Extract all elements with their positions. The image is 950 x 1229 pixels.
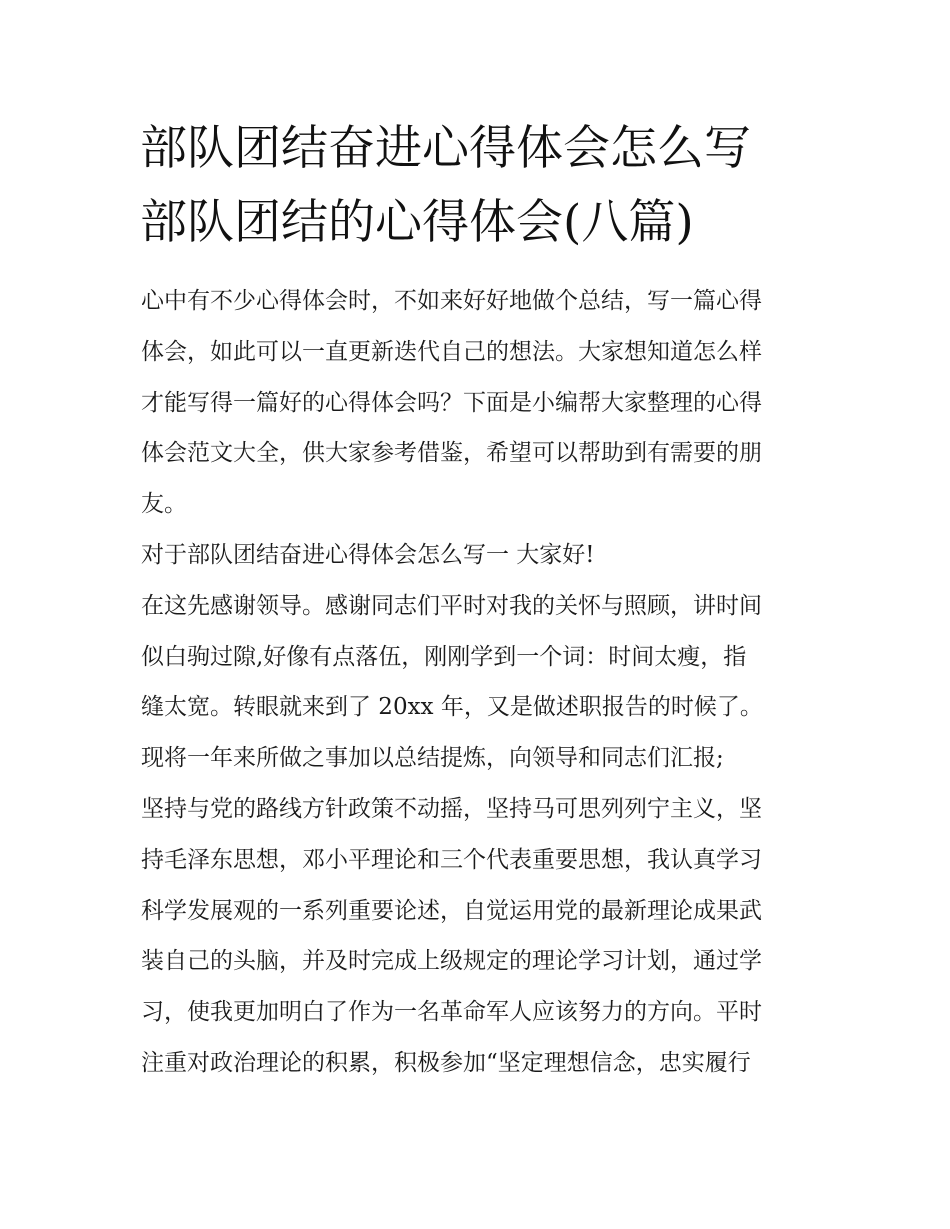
body-line: 友。 (141, 491, 187, 518)
body-line: 持毛泽东思想，邓小平理论和三个代表重要思想，我认真学习 (141, 846, 762, 873)
body-line: 似白驹过隙,好像有点落伍，刚刚学到一个词：时间太瘦，指 (141, 643, 747, 670)
body-line: 缝太宽。转眼就来到了 20xx 年，又是做述职报告的时候了。 (141, 694, 763, 721)
document-title (140, 112, 820, 260)
title-line: 部队团结的心得体会(八篇) (140, 195, 694, 250)
body-line: 坚持与党的路线方针政策不动摇，坚持马可思列列宁主义，坚 (141, 795, 762, 822)
body-line: 对于部队团结奋进心得体会怎么写一 大家好! (141, 541, 595, 568)
title-line: 部队团结奋进心得体会怎么写 (140, 121, 751, 176)
body-line: 心中有不少心得体会时，不如来好好地做个总结，写一篇心得 (141, 288, 762, 314)
document-body (141, 276, 821, 1089)
body-line: 体会，如此可以一直更新迭代自己的想法。大家想知道怎么样 (141, 338, 762, 365)
body-line: 装自己的头脑，并及时完成上级规定的理论学习计划，通过学 (141, 948, 762, 975)
body-line: 现将一年来所做之事加以总结提炼，向领导和同志们汇报; (141, 745, 724, 772)
body-line: 在这先感谢领导。感谢同志们平时对我的关怀与照顾，讲时间 (141, 592, 762, 619)
body-line: 注重对政治理论的积累，积极参加“坚定理想信念，忠实履行 (141, 1049, 751, 1076)
body-line: 习，使我更加明白了作为一名革命军人应该努力的方向。平时 (141, 999, 762, 1026)
body-line: 才能写得一篇好的心得体会吗？下面是小编帮大家整理的心得 (141, 389, 762, 416)
body-line: 科学发展观的一系列重要论述，自觉运用党的最新理论成果武 (141, 897, 762, 924)
body-line: 体会范文大全，供大家参考借鉴，希望可以帮助到有需要的朋 (141, 440, 762, 467)
